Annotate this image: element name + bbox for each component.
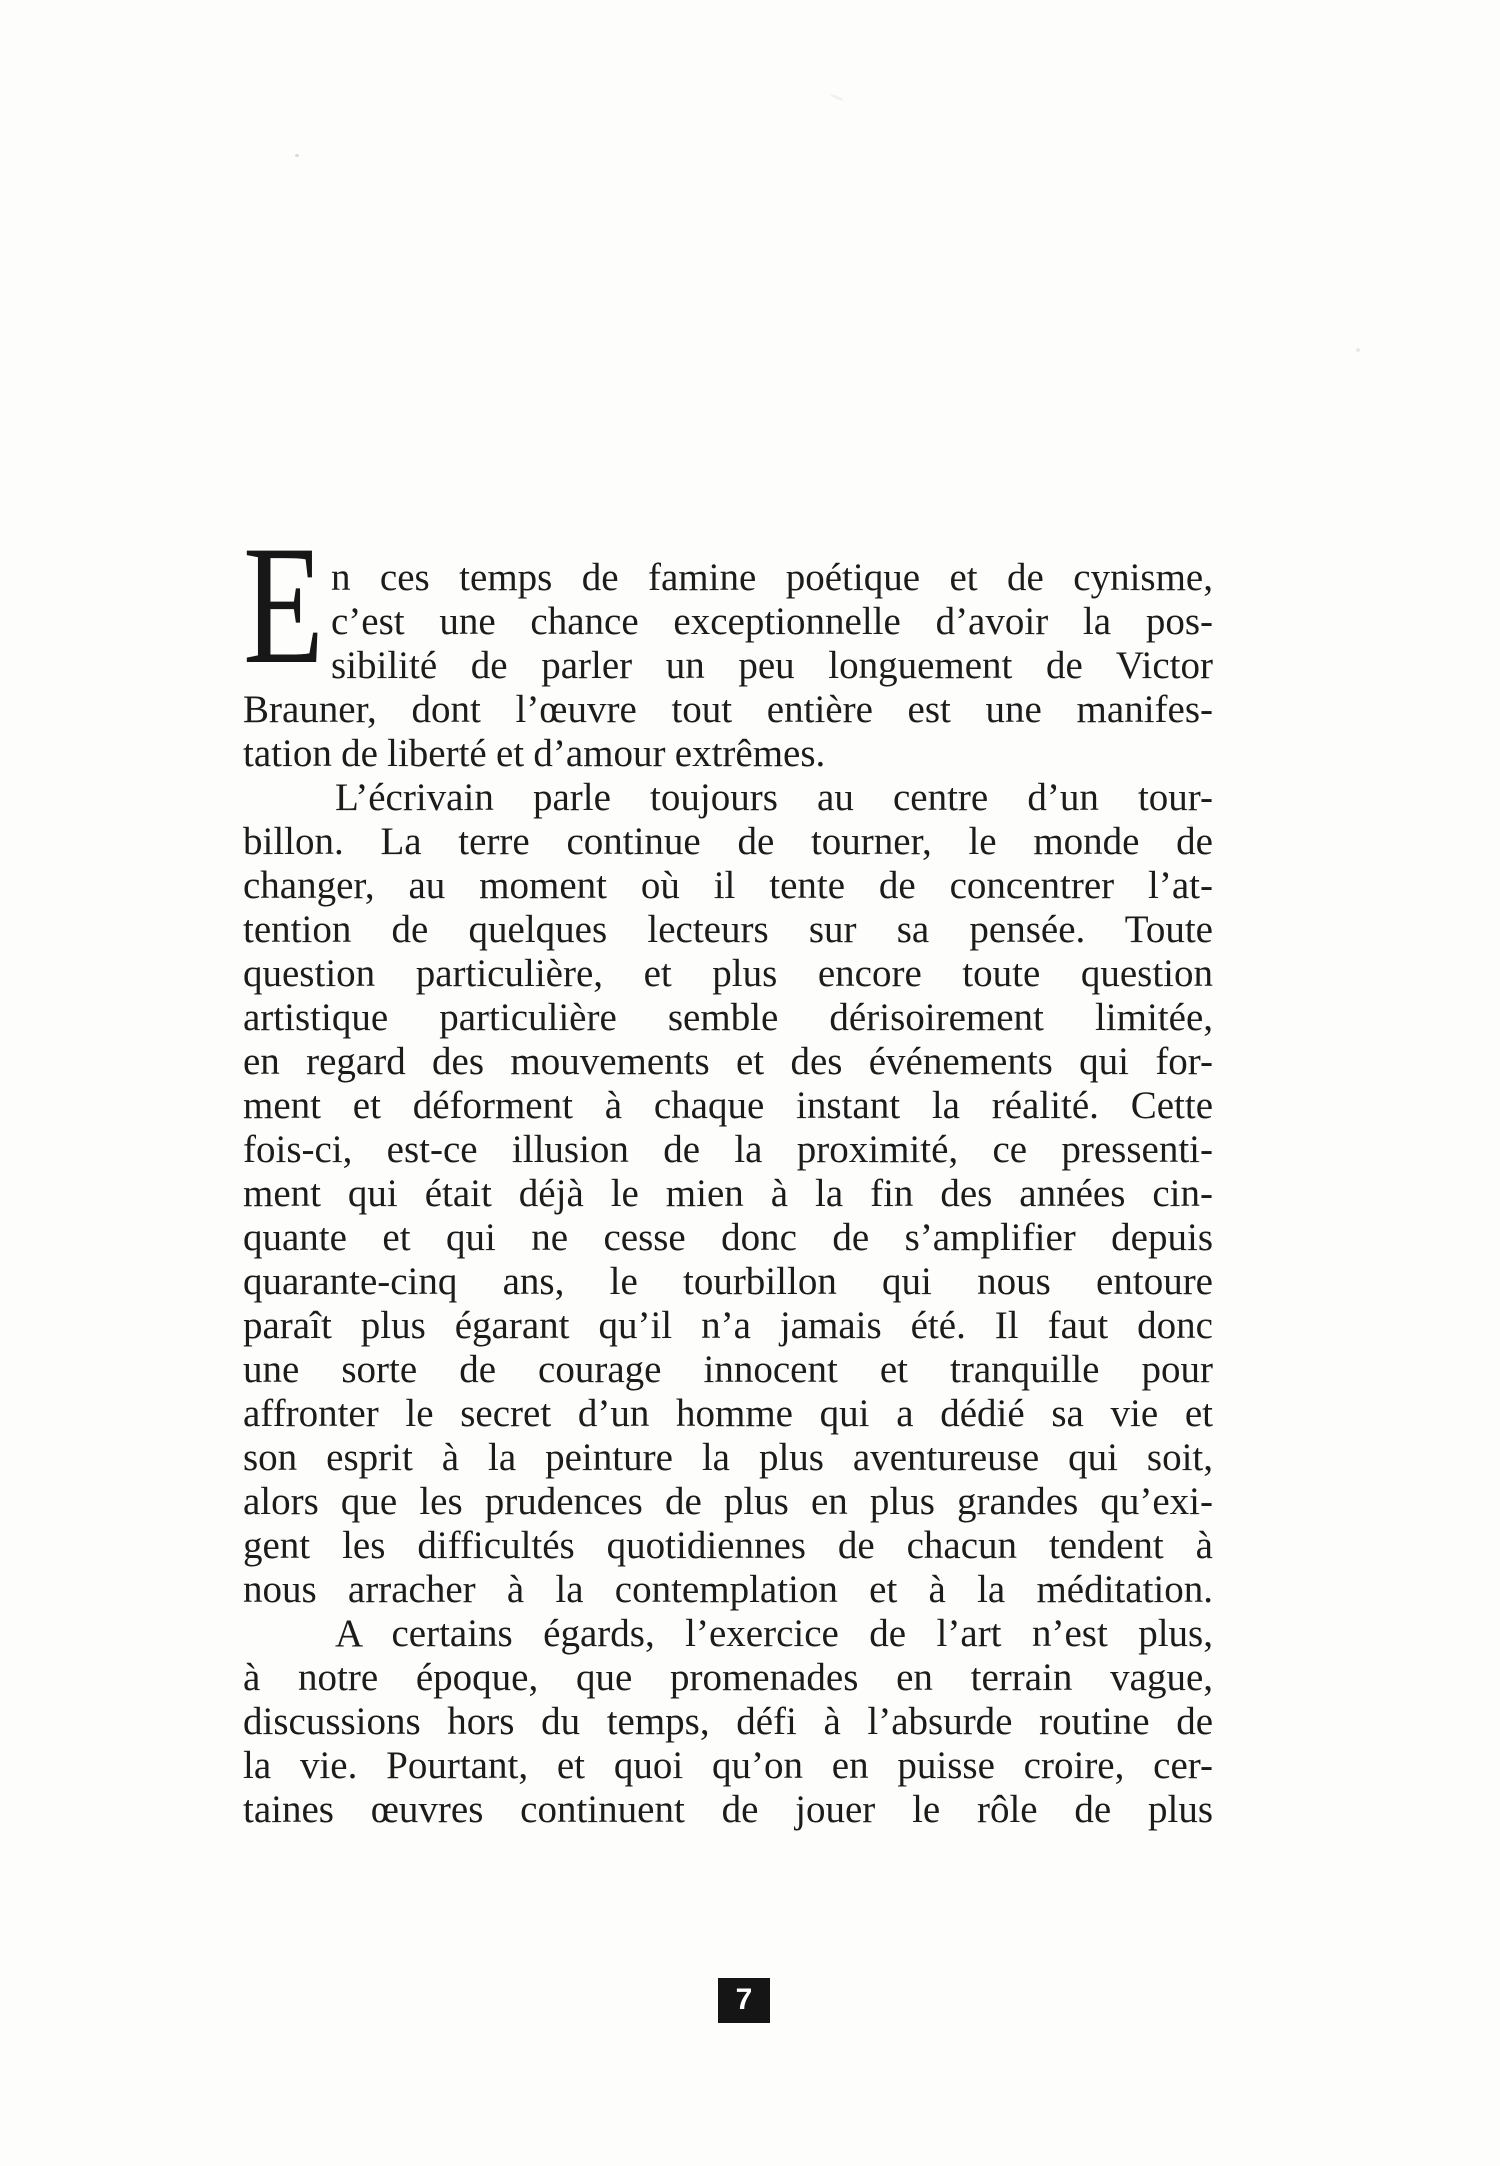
text-line: artistique particulière semble dérisoirement limitée, <box>243 996 1213 1039</box>
text-line: son esprit à la peinture la plus aventureuse qui soit, <box>243 1436 1213 1479</box>
scan-crease <box>830 93 844 101</box>
text-line: la vie. Pourtant, et quoi qu’on en puisse croire, cer- <box>243 1744 1213 1787</box>
page-number-badge <box>718 1978 770 2023</box>
text-line: A certains égards, l’exercice de l’art n’est plus, <box>335 1612 1213 1655</box>
text-line: sibilité de parler un peu longuement de Victor <box>331 644 1213 687</box>
text-line: changer, au moment où il tente de concentrer l’at- <box>243 864 1213 907</box>
text-line: tation de liberté et d’amour extrêmes. <box>243 732 826 775</box>
text-line: en regard des mouvements et des événements qui for- <box>243 1040 1213 1083</box>
text-line: Brauner, dont l’œuvre tout entière est une manifes- <box>243 688 1213 731</box>
text-line: question particulière, et plus encore toute question <box>243 952 1213 995</box>
text-line: gent les difficultés quotidiennes de chacun tendent à <box>243 1524 1213 1567</box>
text-line: à notre époque, que promenades en terrain vague, <box>243 1656 1213 1699</box>
text-line: tention de quelques lecteurs sur sa pensée. Toute <box>243 908 1213 951</box>
scan-speckle <box>1356 348 1360 352</box>
text-line: alors que les prudences de plus en plus grandes qu’exi- <box>243 1480 1213 1523</box>
text-line: affronter le secret d’un homme qui a dédié sa vie et <box>243 1392 1213 1435</box>
drop-cap-letter: E <box>243 511 324 699</box>
text-line: n ces temps de famine poétique et de cynisme, <box>331 556 1213 599</box>
text-line: L’écrivain parle toujours au centre d’un tour- <box>335 776 1213 819</box>
text-block <box>243 511 1213 1832</box>
scan-speckle <box>295 154 299 157</box>
text-line: quante et qui ne cesse donc de s’amplifier depuis <box>243 1216 1213 1259</box>
text-line: billon. La terre continue de tourner, le monde de <box>243 820 1213 863</box>
text-line: paraît plus égarant qu’il n’a jamais été. Il faut donc <box>243 1304 1213 1347</box>
text-line: c’est une chance exceptionnelle d’avoir la pos- <box>331 600 1213 643</box>
text-line: une sorte de courage innocent et tranquille pour <box>243 1348 1213 1391</box>
text-line: ment et déforment à chaque instant la réalité. Cette <box>243 1084 1213 1127</box>
text-line: discussions hors du temps, défi à l’absurde routine de <box>243 1700 1213 1743</box>
text-line: fois-ci, est-ce illusion de la proximité, ce pressenti- <box>243 1128 1213 1171</box>
text-line: ment qui était déjà le mien à la fin des années cin- <box>243 1172 1213 1215</box>
text-line: quarante-cinq ans, le tourbillon qui nous entoure <box>243 1260 1213 1303</box>
text-line: nous arracher à la contemplation et à la méditation. <box>243 1568 1213 1611</box>
page-number: 7 <box>735 1982 753 2016</box>
text-line: taines œuvres continuent de jouer le rôle de plus <box>243 1788 1213 1831</box>
